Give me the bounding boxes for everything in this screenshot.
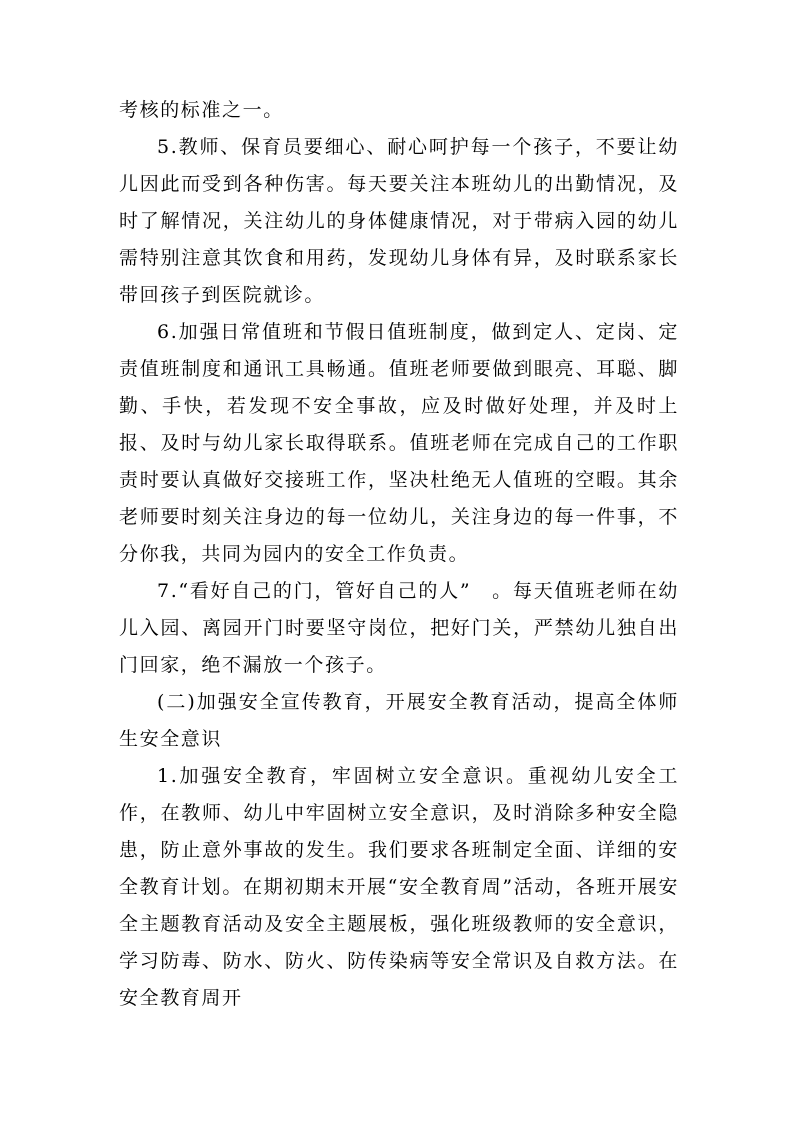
- paragraph-item-5: 5.教师、保育员要细心、耐心呵护每一个孩子，不要让幼儿因此而受到各种伤害。每天要关注本班幼儿的出勤情况，及时了解情况，关注幼儿的身体健康情况，对于带病入园的幼儿需特别注意其饮食和用药，发现幼儿身体有异，及时联系家长带回孩子到医院就诊。: [119, 136, 679, 306]
- paragraph-continuation: 考核的标准之一。: [119, 99, 284, 121]
- paragraph-item-7: 7.“看好自己的门，管好自己的人” 。每天值班老师在幼儿入园、离园开门时要坚守岗位，把好门关，严禁幼儿独自出门回家，绝不漏放一个孩子。: [119, 580, 679, 676]
- section-heading-2: (二)加强安全宣传教育，开展安全教育活动，提高全体师生安全意识: [119, 691, 679, 750]
- paragraph-item-1: 1.加强安全教育，牢固树立安全意识。重视幼儿安全工作，在教师、幼儿中牢固树立安全意识，及时消除多种安全隐患，防止意外事故的发生。我们要求各班制定全面、详细的安全教育计划。在期初期末开展“安全教育周”活动，各班开展安全主题教育活动及安全主题展板，强化班级教师的安全意识，学习防毒、防水、防火、防传染病等安全常识及自救方法。在安全教育周开: [119, 765, 679, 1009]
- body-text: [119, 92, 679, 1017]
- paragraph-item-6: 6.加强日常值班和节假日值班制度，做到定人、定岗、定责值班制度和通讯工具畅通。值班老师要做到眼亮、耳聪、脚勤、手快，若发现不安全事故，应及时做好处理，并及时上报、及时与幼儿家长取得联系。值班老师在完成自己的工作职责时要认真做好交接班工作，坚决杜绝无人值班的空暇。其余老师要时刻关注身边的每一位幼儿，关注身边的每一件事，不分你我，共同为园内的安全工作负责。: [119, 321, 679, 565]
